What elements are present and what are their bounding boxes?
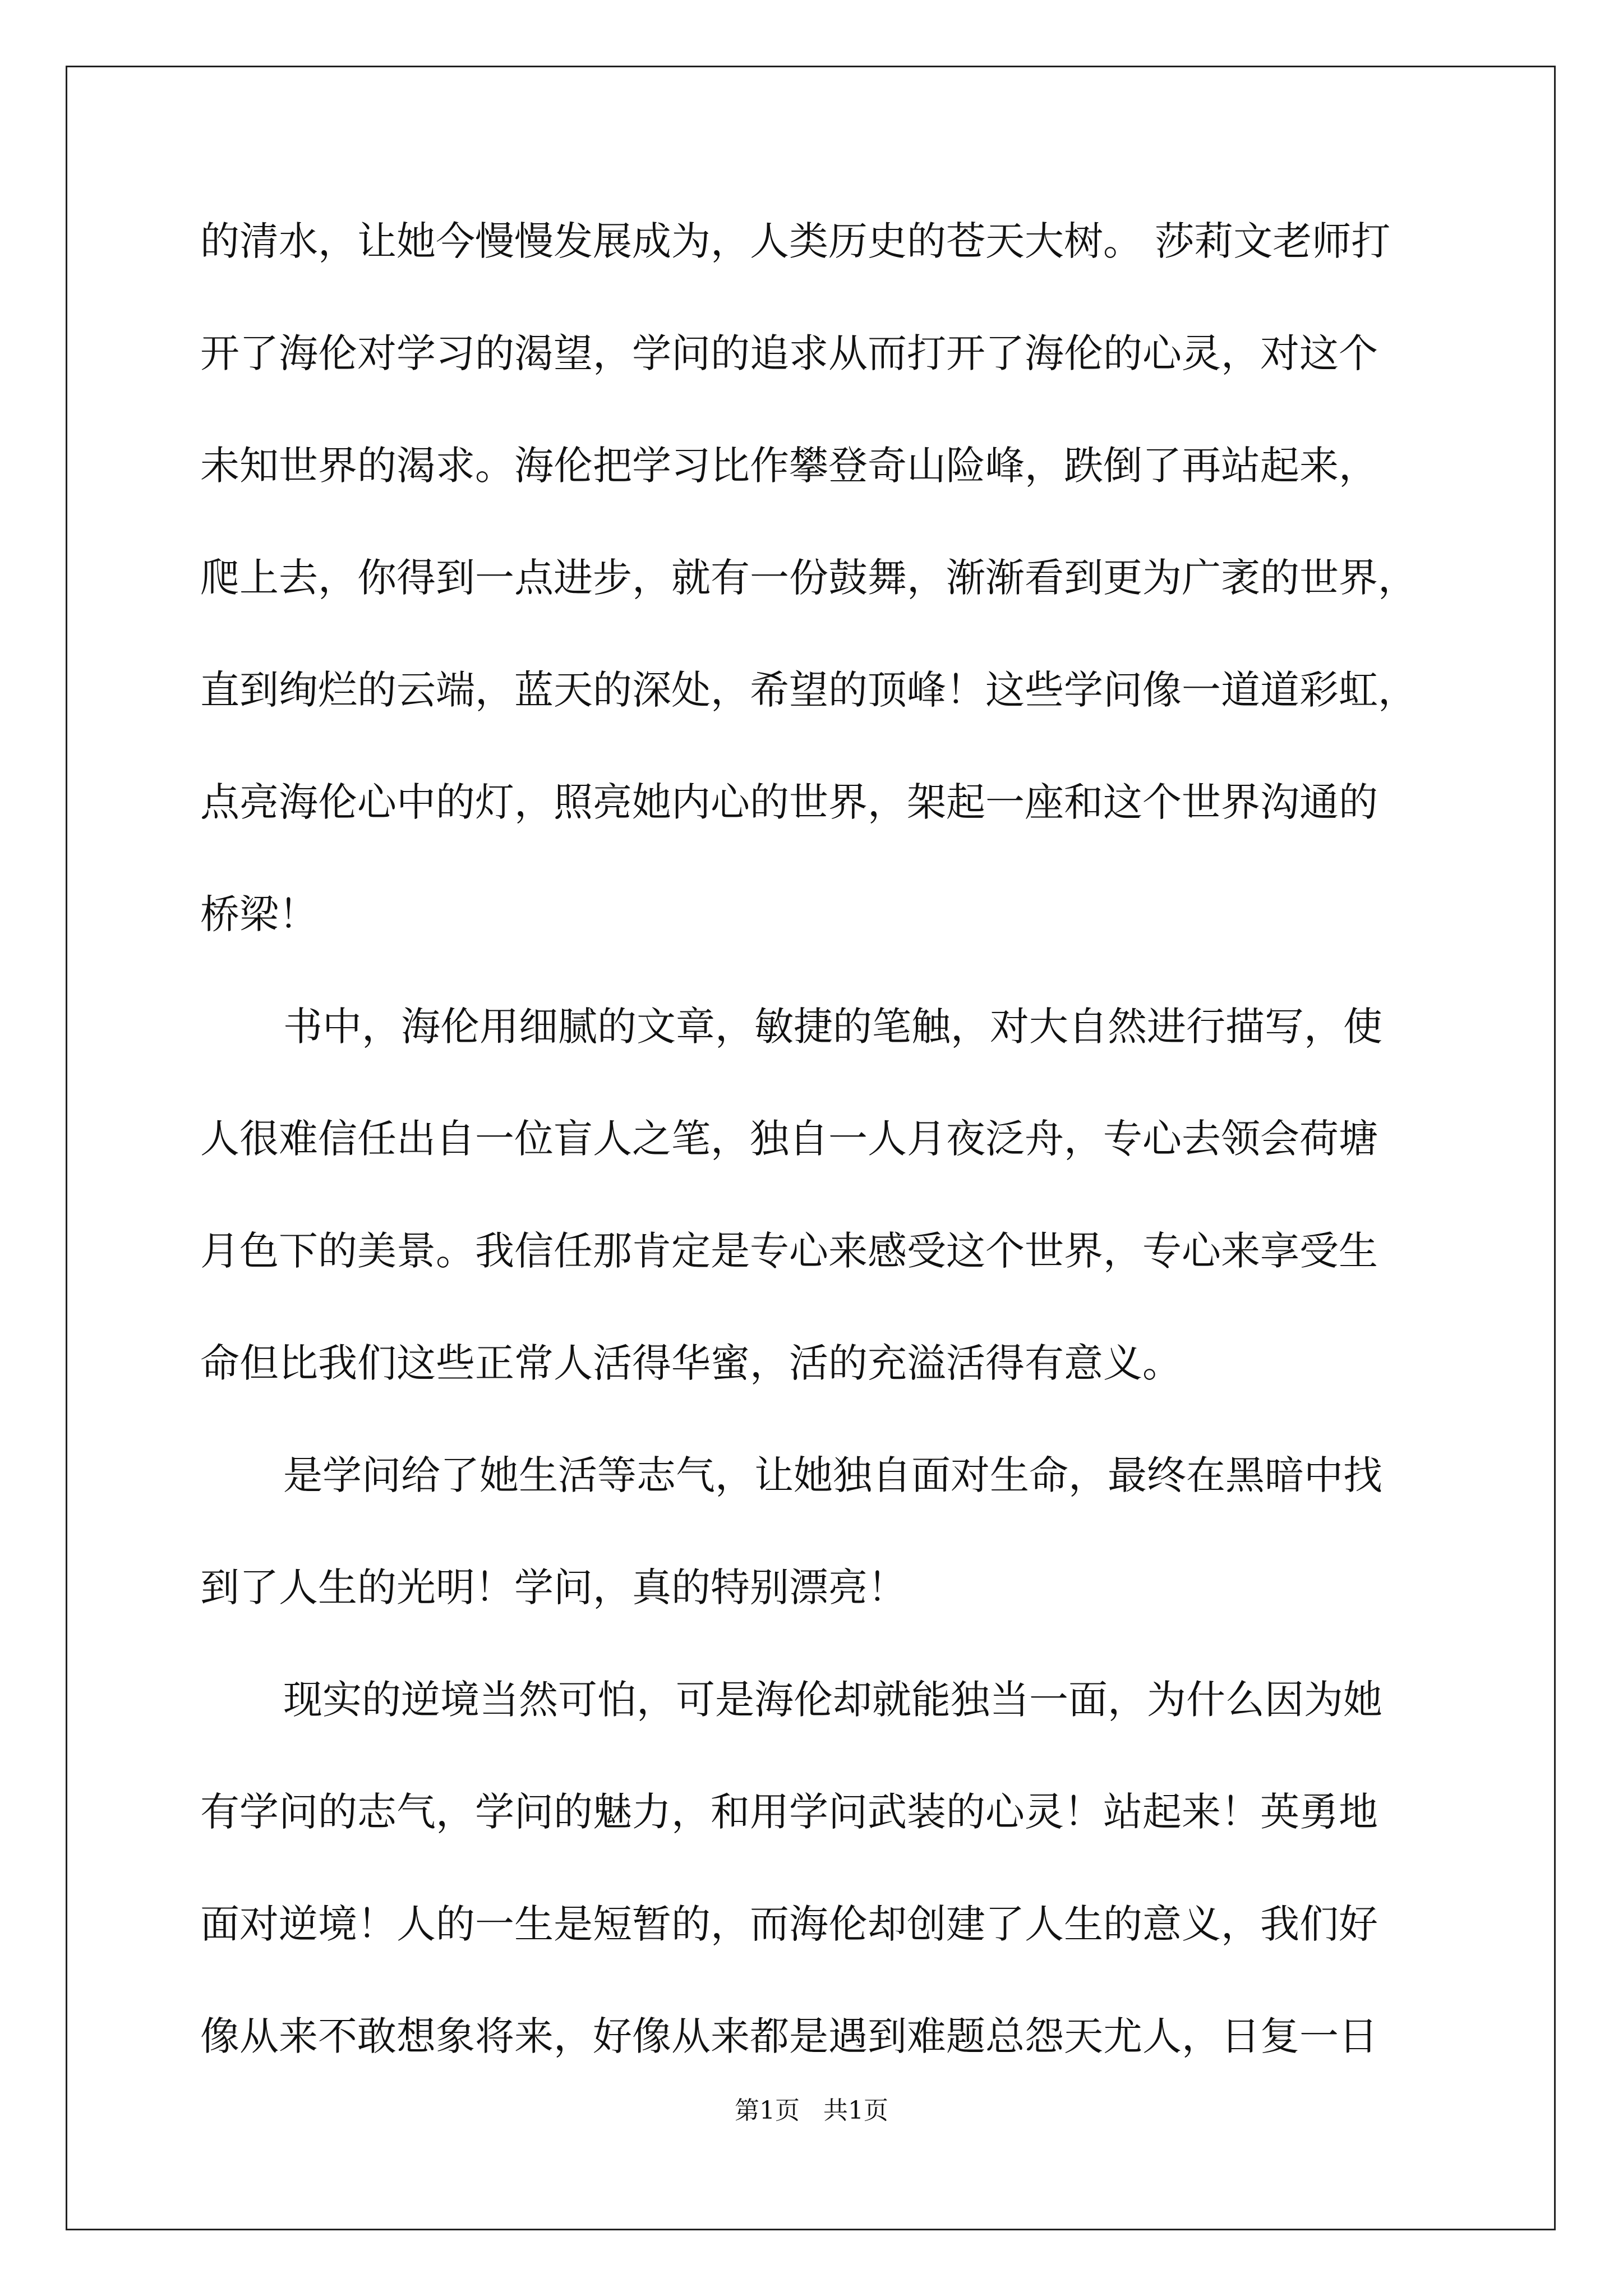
text-line: 直到绚烂的云端，蓝天的深处，希望的顶峰！这些学问像一道道彩虹， (200, 667, 1417, 713)
text-line: 月色下的美景。我信任那肯定是专心来感受这个世界，专心来享受生 (200, 1228, 1378, 1274)
text-line: 未知世界的渴求。海伦把学习比作攀登奇山险峰，跌倒了再站起来， (200, 443, 1378, 489)
text-line: 面对逆境！人的一生是短暂的，而海伦却创建了人生的意义，我们好 (200, 1901, 1378, 1947)
text-line: 有学问的志气，学问的魅力，和用学问武装的心灵！站起来！英勇地 (200, 1789, 1378, 1835)
page-number-footer: 第1页 共1页 (735, 2096, 888, 2125)
text-line: 像从来不敢想象将来，好像从来都是遇到难题总怨天尤人，日复一日 (200, 2013, 1378, 2059)
text-line: 开了海伦对学习的渴望，学问的追求从而打开了海伦的心灵，对这个 (200, 330, 1378, 376)
text-line: 命但比我们这些正常人活得华蜜，活的充溢活得有意义。 (200, 1340, 1182, 1386)
text-line: 爬上去，你得到一点进步，就有一份鼓舞，渐渐看到更为广袤的世界， (200, 555, 1417, 601)
paragraph-first-line: 现实的逆境当然可怕，可是海伦却就能独当一面，为什么因为她 (283, 1677, 1382, 1723)
text-line: 到了人生的光明！学问，真的特别漂亮！ (200, 1565, 907, 1611)
text-line: 人很难信任出自一位盲人之笔，独自一人月夜泛舟，专心去领会荷塘 (200, 1116, 1378, 1162)
text-line: 桥梁！ (200, 891, 318, 937)
paragraph-first-line: 书中，海伦用细腻的文章，敏捷的笔触，对大自然进行描写，使 (283, 1004, 1382, 1050)
paragraph-first-line: 是学问给了她生活等志气，让她独自面对生命，最终在黑暗中找 (283, 1452, 1382, 1498)
text-line: 的清水，让她今慢慢发展成为，人类历史的苍天大树。 莎莉文老师打 (200, 218, 1391, 264)
text-line: 点亮海伦心中的灯，照亮她内心的世界，架起一座和这个世界沟通的 (200, 779, 1378, 825)
